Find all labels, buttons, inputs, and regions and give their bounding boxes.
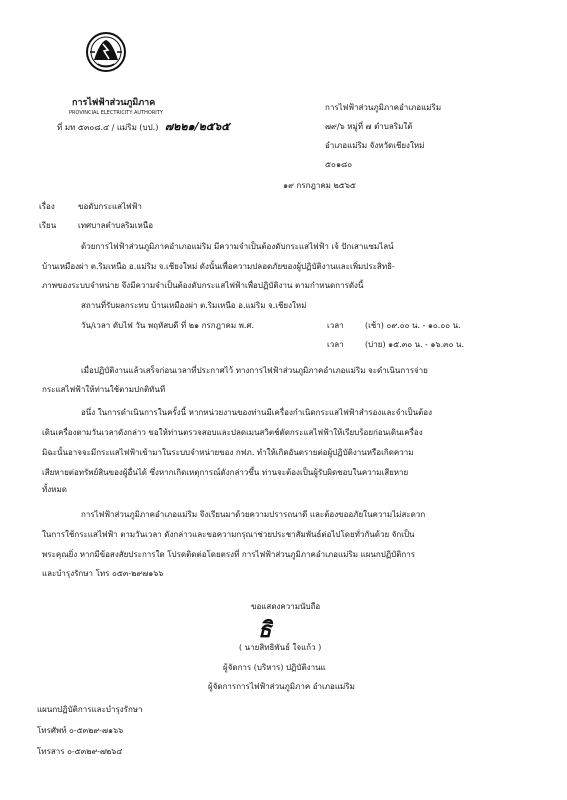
subject-text: ขอดับกระแสไฟฟ้า xyxy=(78,202,142,211)
recipient-label: เรียน xyxy=(39,221,57,230)
signatory-name: ( นายสิทธิพันธ์ ใจแก้ว ) xyxy=(239,643,322,652)
sender-address-line-3: อำเภอแม่ริม จังหวัดเชียงใหม่ xyxy=(325,141,425,150)
body-p3-line-4: เสียหายต่อทรัพย์สินของผู้อื่นได้ ซึ่งหากเกิดเหตุการณ์ดังกล่าวขึ้น ท่านจะต้องเป็นผู้รับผิดชอบในความเสียหาย xyxy=(42,468,409,477)
footer-phone: โทรศัพท์ ๐-๕๓๒๙-๗๑๖๖ xyxy=(37,726,124,735)
signatory-title-1: ผู้จัดการ (บริหาร) ปฏิบัติงานแ xyxy=(223,663,326,672)
body-p1-line-1: ด้วยการไฟฟ้าส่วนภูมิภาคอำเภอแม่ริม มีความจำเป็นต้องดับกระแสไฟฟ้า เจ้ ปักเสาแซมไลน์ xyxy=(81,242,394,251)
body-p1-line-3: ภาพของระบบจำหน่าย จึงมีความจำเป็นต้องดับกระแสไฟฟ้าเพื่อปฏิบัติงาน ตามกำหนดการดังนี้ xyxy=(42,281,364,290)
signature-mark: ธิ xyxy=(258,618,272,643)
body-p3-line-3: มิฉะนั้นอาจจะมีกระแสไฟฟ้าเข้ามาในระบบจำหน่ายของ กฟภ. ทำให้เกิดอันตรายต่อผู้ปฏิบัติงานหรือเกิดความ xyxy=(42,448,414,457)
time-label-morning: เวลา xyxy=(327,321,344,330)
time-morning: (เช้า) ๐๙.๐๐ น. - ๑๐.๐๐ น. xyxy=(365,321,461,330)
footer-department: แผนกปฏิบัติการและบำรุงรักษา xyxy=(37,705,143,714)
body-p4-line-3: พระคุณยิ่ง หากมีข้อสงสัยประการใด โปรดติดต่อโดยตรงที่ การไฟฟ้าส่วนภูมิภาคอำเภอแม่ริม แผนกปฏิบัติการ xyxy=(42,550,416,559)
letter-date: ๑๙ กรกฎาคม ๒๕๖๕ xyxy=(283,181,356,190)
footer-fax: โทรสาร ๐-๕๓๒๙-๗๒๖๔ xyxy=(37,747,123,756)
body-p3-line-5: ทั้งหมด xyxy=(42,485,67,494)
reference-handwritten: ๗๒๒๑/๒๕๖๕ xyxy=(164,120,230,133)
body-p2-line-2: กระแสไฟฟ้าให้ท่านใช้ตามปกติทันที xyxy=(42,385,166,394)
body-p4-line-4: และบำรุงรักษา โทร ๐๕๓-๒๙๗๑๖๖ xyxy=(42,569,164,578)
outage-day: วัน/เวลา ดับไฟ วัน พฤหัสบดี ที่ ๒๑ กรกฎาคม พ.ศ. xyxy=(81,321,255,330)
signatory-title-2: ผู้จัดการการไฟฟ้าส่วนภูมิภาค อำเภอแม่ริม xyxy=(208,682,355,691)
closing: ขอแสดงความนับถือ xyxy=(251,602,321,611)
sender-address-line-1: การไฟฟ้าส่วนภูมิภาคอำเภอแม่ริม xyxy=(325,103,442,112)
time-afternoon: (บ่าย) ๑๕.๓๐ น. - ๑๖.๓๐ น. xyxy=(365,340,465,349)
body-p1-line-2: บ้านเหมืองผ่า ต.ริมเหนือ อ.แม่ริม จ.เชียงใหม่ ดังนั้นเพื่อความปลอดภัยของผู้ปฏิบัติงานและเพิ่มประสิทธิ- xyxy=(42,262,395,271)
subject-label: เรื่อง xyxy=(39,202,55,211)
body-p3-line-1: อนึ่ง ในการดำเนินการในครั้งนี้ หากหน่วยงานของท่านมีเครื่องกำเนิดกระแสไฟฟ้าสำรองและจำเป็นต้อง xyxy=(81,408,433,417)
body-p2-line-1: เมื่อปฏิบัติงานแล้วเสร็จก่อนเวลาที่ประกาศไว้ ทางการไฟฟ้าส่วนภูมิภาคอำเภอแม่ริม จะดำเนินการจ่าย xyxy=(81,366,428,375)
reference-prefix: ที่ มท ๕๓๐๘.๔ / แม่ริม (บป.) xyxy=(57,123,159,132)
body-p3-line-2: เดินเครื่องตามวันเวลาดังกล่าว ขอให้ท่านตรวจสอบและปลดเมนสวิตช์ตัดกระแสไฟฟ้าให้เรียบร้อยก่อนเดินเครื่อง xyxy=(42,428,423,437)
time-label-afternoon: เวลา xyxy=(327,340,344,349)
sender-address-line-2: ๗๙/๖ หมู่ที่ ๗ ตำบลริมใต้ xyxy=(325,122,413,131)
body-p4-line-1: การไฟฟ้าส่วนภูมิภาคอำเภอแม่ริม จึงเรียนมาด้วยความปรารถนาดี และต้องขออภัยในความไม่สะดวก xyxy=(81,510,426,519)
reference-number xyxy=(57,121,230,134)
pea-logo-icon xyxy=(86,30,126,74)
affected-area: สถานที่รับผลกระทบ บ้านเหมืองผ่า ต.ริมเหนือ อ.แม่ริม จ.เชียงใหม่ xyxy=(81,301,307,310)
org-name-en: PROVINCIAL ELECTRICITY AUTHORITY xyxy=(69,110,163,116)
org-name-th: การไฟฟ้าส่วนภูมิภาค xyxy=(72,98,156,108)
body-p4-line-2: ในการใช้กระแสไฟฟ้า ตามวันเวลา ดังกล่าวและขอความกรุณาช่วยประชาสัมพันธ์ต่อไปโดยทั่วกันด้วย จักเป็น xyxy=(42,530,415,539)
recipient-text: เทศบาลตำบลริมเหนือ xyxy=(78,221,154,230)
sender-address-line-4: ๕๐๑๘๐ xyxy=(325,160,353,169)
